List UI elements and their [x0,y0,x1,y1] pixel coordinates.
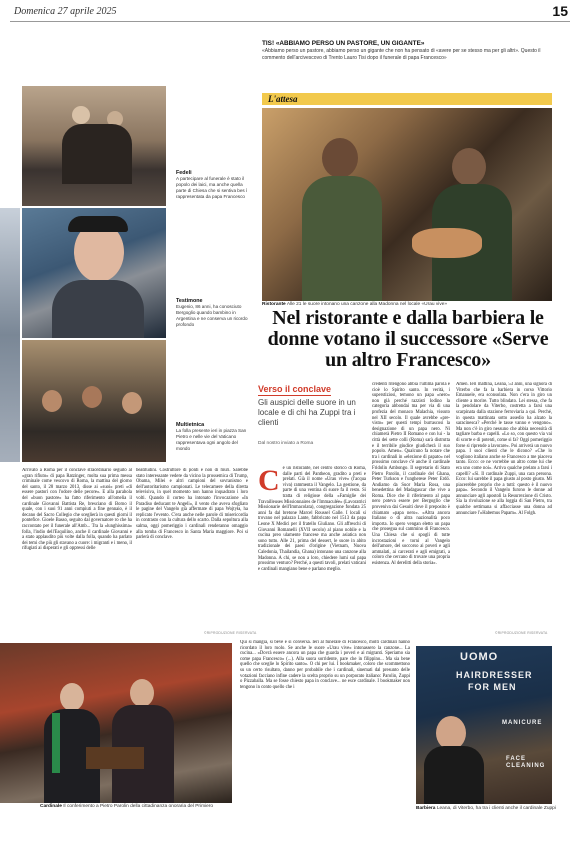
top-quote-title: TIS! «ABBIAMO PERSO UN PASTORE, UN GIGANTE» [262,40,425,47]
credit-right: ©RIPRODUZIONE RISERVATA [495,631,548,635]
caption-barbiera-label: Barbiera [416,806,436,811]
caption-cardinale [40,804,250,809]
shop-sign-line-3: FOR MEN [468,682,517,692]
caption-testimone [176,298,248,328]
subhead: Gli auspici delle suore in un locale e di chi ha Zuppi tra i clienti [258,398,356,427]
header-divider [10,21,570,22]
top-quote-box [262,40,552,61]
body-column-bottom: Qui si mangia, si beve e si conversa. Ieri al funerale di Francesco, molti cardinali hanno ricordato il loro ruolo. Se anche le suore «Urau vive» intonassero la canzone... La cucina... «Dovrà essere ancora un papa che guarda i poveri e ai migranti. Speriamo sia come papa Francesco» (...). Alla suora sorridente, pare che in filippino... Ma sia bene quello che sceglie lo Spirito santo». O chi per lui. I bookmaker, coloro che scommettono su un certo risultato, danno per probabile che i cardinali, sinemati dal presunto delle votazioni facciano infine cadere la scelta proprio su un porporato italiano: Parolin, Zuppi o Pizzaballa. Ma se fosse chiesto papa in conclave... ne esce cardinale. I bookmaker non tengono in conto quello che i [240,640,410,690]
caption-multietnica-text: La folla presente ieri in piazza San Pietro e nelle vie del Vaticano rappresentava ogni angolo del mondo [176,428,247,451]
caption-testimone-text: Eugenio, 86 anni, ha conosciuto Bergoglio quando bambino in Argentina e ne conserva un ricordo profondo [176,304,248,327]
body-column-mid-2: credenti ritengono abbia l'ultima parola e cioè lo Spirito santo. In verità, i superstiziosi, temono un papa «nero» non già perché razzisti lodino la categoria abbondai ma per via di una profezia del monaco Malachia, vissuto nel XII secolo. Il quale avrebbe «pre- visto» per questi tempi burrascosi la designazione di un papa nero. Ni chiamerà Pietro II Romano e con lui - la città dei sette colli (Roma) sarà distrutta e il terribile giudice giudicherà il suo popolo. Amen». Qualcuno fa notare che tra i cardinali in «elezione di papato» nel prossimo conclave c'è anche il cardinale Fridolin Ambongo. Il segretario di Stato Pietro Parolin, il cardinale del Ghana, Peter Turkson e l'ungherese Peter Erdö. Andiamo da Suor Maria Rosa, una benedettina del Madagascar che vive a Roma. Dice che il riferimento al papa nero poteva essere per Bergoglio che proveniva dai Gesuiti dove il preposito è chiamato «papa nero». «Altra ancora Italiano o di altra nazionalità poco importa. Io spero vengan eletto un papa che prosegua sul cammino di Francesco. Una Chiesa che si spogli di tutte incrostazioni e torni al Vangelo dell'amore, del soccorso ai poveri e agli ammalati, ai carcerati e agli emigrati, a coloro che cercano di trovare una propria esistenza. Al derelitti della storia». [372,382,450,566]
headline: Nel ristorante e dalla barbiera le donne votano il successore «Serve un altro Francesco» [267,307,549,371]
byline: Dal nostro inviato a Roma [258,441,314,446]
photo-cardinale [0,643,232,803]
photo-testimone [22,208,166,338]
caption-cardinale-label: Cardinale [40,804,62,809]
main-caption-text: Alle 21 le suore intonano una canzone alla Madonna nel locale «Urau vive» [286,302,448,307]
photo-ristorante [262,108,552,301]
kicker-label: L'attesa [268,94,298,104]
issue-date: Domenica 27 aprile 2025 [14,6,117,17]
photo-multietnica [22,340,166,462]
body-column-mid-text: è un ristorante, nel centro storico di Roma, dalle parti del Pantheon, gradito a preti e prelati. Già il nome «Urau vive» (l'acqua viva) rammenta il Vangelo. La gestione, da parte di una ventina di suore fa il resto. Si tratta di religiose della «Famiglie dei Travailleuses Missionnaires de l'Immaculée» (Lavoratrici Missionarie dell'Immacolata), congregazione fondata 25 anni fa dal bretone Marcel Roussel Galle. I locali si trovano nel palazzo Lante, fabbricato nel 1513 da papa Leone X Medici per il fratello Giuliano. Gli affreschi di Giovanni Romanelli (XVII secolo) al piano nobile e la cucina preo ulamente francese ma anche asiatica non sono tutto. Alle 21, prima del dessert, le suore in abito tradizionale dei paesi d'origine (Vietnam, Nuova Caledonia, Thailandia, Ghana) intonano una canzone alla Madonna. A chi, se non a loro, chiedere lumi sul papa prossimo venturo? Perché, a questi tavoli, prelati vaticani e cardinali mangiano bene e parlano meglio. [258,466,366,572]
caption-multietnica [176,422,248,452]
body-column-right: Amen. Ieri mattina, Leana, 53 anni, una signora di Viterbo che fa la barbiera in corso Vittorio Emanuele, era sconsolata. Non c'era in giro un cliente a morire. Tutto blindato. Lei stessa, che fa la pendolare da Viterbo, costretta a farsi una scarpinata dalla stazione ferroviaria a qui. Perché, in questa mattinata sotto assedio ha alzato la saracinesca? «Perché le tasse vanno e vengono». Ma non c'è in giro nessuno che abbia necessità di tagliare barba e capelli. «Lo so, con questo via vai di scorte e di potenti, come si fa? Oggi pomeriggio forse si riprende a lavorare». Poi arriverà un nuovo papa. I suoi clienti che le dicono? «Che lo vogliono italiano anche se Francesco a me piaceva tanto. Ecco: ce ne vorrebbe un altro come lui che era uno come noi». Arriva qualche prelato a farsi i capelli? «Sì. Il cardinale Zuppi, una cara persona. Ecco: lui sarebbe il papa giusto al posto giusto. Mi piacerebbe proprio che a tutti: questo è il nuovo papa». Secondo il Vangelo furono le donne ad annunciare agli apostoli la Resurrezione di Cristo. Sia la rivoluzione se alla loggia di San Pietro, tra qualche settimana si affacciasse una donna ad annunciare l'«Habemus Papam». Al Folgh. [456,382,552,516]
caption-fedeli [176,170,248,200]
caption-multietnica-label: Multietnica [176,422,205,428]
caption-fedeli-text: A partecipare al funerale è stato il popolo dei laici, ma anche quella parte di Chiesa che si sentiva bes ì rappresentata da papa Francesco [176,176,248,199]
body-column-left-1: Arrivato a Roma per il conclave straordinario seguito al «gran rifiuto» di papa Ratzinger, molta sua prima messa criminale come vescovo di Roma, la mattina del giorno del santo, il 28 marzo 2013, disse ai «suoi» preti «di essere pastori con l'odore delle pecore». E alla parabola del «buon pastore» ha fatto riferimento all'omelia il cardinale Giovanni Battista Re, bresciano di Borno il quale, con i suoi 91 anni compiuti a fine gennaio, è il decano del Sacro Collegio che sceglierà in questi giorni il pontefice. Gioele Basso, seguito dal governatore ro che ha raccontato per il funerale all'Amb... Tra la «lunghissima» folla, l'indio dell'Esquilino, anche il cardinale Giovanni e a stato applaudito più volte dalla folla, quando ha parlato dei temi che più gli stavano a cuore: i migranti e i meno, il rifugiati ai disperati e gli oppressi delle [22,468,132,552]
page-number: 15 [552,3,568,19]
section-tag: Verso il conclave [258,384,332,394]
caption-barbiera [416,806,556,811]
top-quote-body: «Abbiamo perso un pastore, abbiamo perso un gigante che non ha pensato di «avere per se stesso ma per gli altri». Questo il commento dell'arcivescovo di Trento Lauro Tisi dopo il funerale di papa Francesco» [262,48,541,61]
caption-barbiera-text: Leana, di Viterbo, ha tra i clienti anche il cardinale Zuppi [436,806,556,811]
caption-fedeli-label: Fedeli [176,170,192,176]
shop-sign-line-5: FACE CLEANING [506,756,546,769]
shop-sign-line-1: UOMO [460,651,499,663]
credit-left: ©RIPRODUZIONE RISERVATA [204,631,257,635]
body-column-left-2: beatitudini. Costruttore di ponti e non di muri. Sarebbe stato interessante vedere da vicino la prossemica di Trump, Obama, Milei e altri campioni del sovranismo e dell'autoritarismo campionati. Le telecamere della diretta televisiva, in quel momento non hanno inquadrato i loro volti. Quando il corteo ha intonato l'invocazione «In Paradiso deducant te Angeli», il vento che aveva sfogliato le pagine del Vangelo già affermate di papa Wojtyła, ha replicato l'evento. C'era anche nelle parole di misericordia in contrasto con la cultura dello scarto. Dalla sepoltura alla salma, oggi pomeriggio i cardinali renderanno omaggio alla tomba di Francesco in Santa Maria maggiore. Poi si parlerà di conclave. [136,468,248,541]
shop-sign-line-4: MANICURE [502,720,543,726]
body-column-mid [258,466,366,636]
kicker-bar [262,93,552,105]
caption-cardinale-text: Il conferimento a Pietro Parolin della cittadinanza onoraria del Primiero [63,804,214,809]
main-caption-label: Ristorante [262,302,286,307]
photo-fedeli [22,86,166,206]
photo-strip-left [0,208,20,462]
drop-cap: C [258,466,280,497]
shop-sign-line-2: HAIRDRESSER [456,670,533,680]
photo-barbiera [416,646,552,804]
caption-testimone-label: Testimone [176,298,203,304]
